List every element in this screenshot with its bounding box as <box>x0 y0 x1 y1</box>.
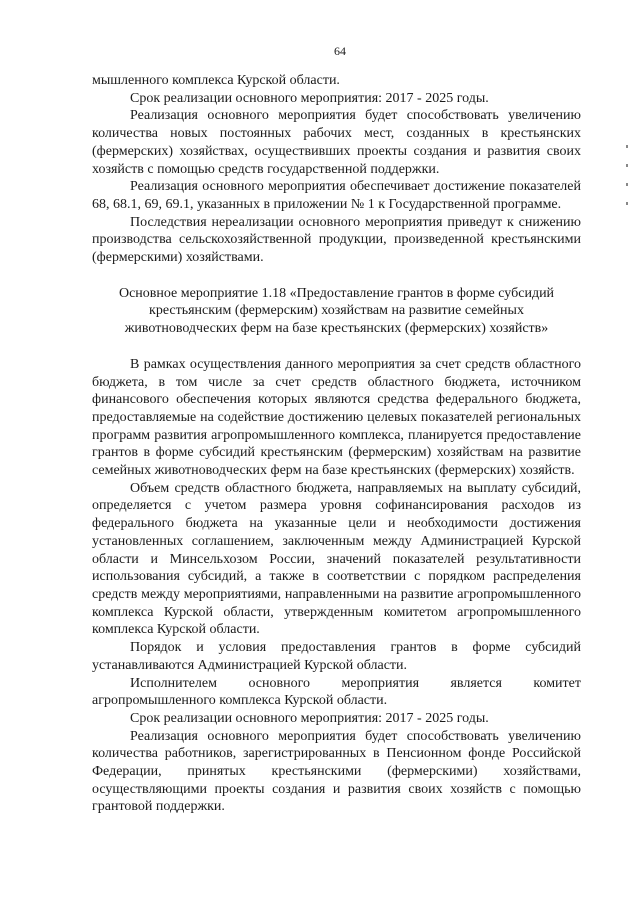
paragraph: Объем средств областного бюджета, направляемых на выплату субсидий, определяется с учетом размера уровня софинансирования расходов из федерального бюджета на указанные цели и необходимости достижения установленных соглашением, заключенным между Администрацией Курской области и Минсельхозом России, значений показателей результативности использования субсидий, а также в соответствии с порядком распределения средств между мероприятиями, направленными на развитие агропромышленного комплекса Курской области, утвержденным комитетом агропромышленного комплекса Курской области. <box>92 480 581 638</box>
scan-mark <box>626 164 628 167</box>
scan-mark <box>626 202 628 205</box>
paragraph: Реализация основного мероприятия обеспечивает достижение показателей 68, 68.1, 69, 69.1, указанных в приложении № 1 к Государственной программе. <box>92 179 581 212</box>
paragraph: Срок реализации основного мероприятия: 2017 - 2025 годы. <box>130 90 489 106</box>
scan-edge-marks <box>626 145 628 205</box>
paragraph: Реализация основного мероприятия будет способствовать увеличению количества новых постоянных рабочих мест, созданных в крестьянских (фермерских) хозяйствах, осуществивших проекты создания и развития своих хозяйств с помощью средств государственной поддержки. <box>92 108 581 177</box>
section-heading: Основное мероприятие 1.18 «Предоставление грантов в форме субсидий крестьянским (фермерским) хозяйствам на развитие семейных животноводческих ферм на базе крестьянских (фермерских) хозяйств» <box>118 285 555 337</box>
paragraph: мышленного комплекса Курской области. <box>92 73 340 88</box>
paragraph: Реализация основного мероприятия будет способствовать увеличению количества работников, зарегистрированных в Пенсионном фонде Российской Федерации, принятых крестьянскими (фермерскими) хозяйствами, осуществляющими проекты создания и развития своих хозяйств с помощью грантовой поддержки. <box>92 728 581 815</box>
scan-mark <box>626 183 628 186</box>
paragraph: Порядок и условия предоставления грантов в форме субсидий устанавливаются Администрацией Курской области. <box>92 640 581 673</box>
paragraph: Последствия нереализации основного мероприятия приведут к снижению производства сельскохозяйственной продукции, произведенной крестьянскими (фермерскими) хозяйствами. <box>92 214 581 266</box>
scan-mark <box>626 145 628 148</box>
page-number: 64 <box>334 44 346 58</box>
paragraph: Исполнителем основного мероприятия является комитет агропромышленного комплекса Курской области. <box>92 675 581 709</box>
document-body <box>92 72 581 816</box>
paragraph: Срок реализации основного мероприятия: 2017 - 2025 годы. <box>130 710 489 726</box>
paragraph: В рамках осуществления данного мероприятия за счет средств областного бюджета, в том числе за счет средств областного бюджета, источником финансового обеспечения которых являются средства федерального бюджета, предоставляемые на содействие достижению целевых показателей региональных программ развития агропромышленного комплекса, планируется предоставление грантов в форме субсидий крестьянским (фермерским) хозяйствам на развитие семейных животноводческих ферм на базе крестьянских (фермерских) хозяйств. <box>92 356 581 479</box>
